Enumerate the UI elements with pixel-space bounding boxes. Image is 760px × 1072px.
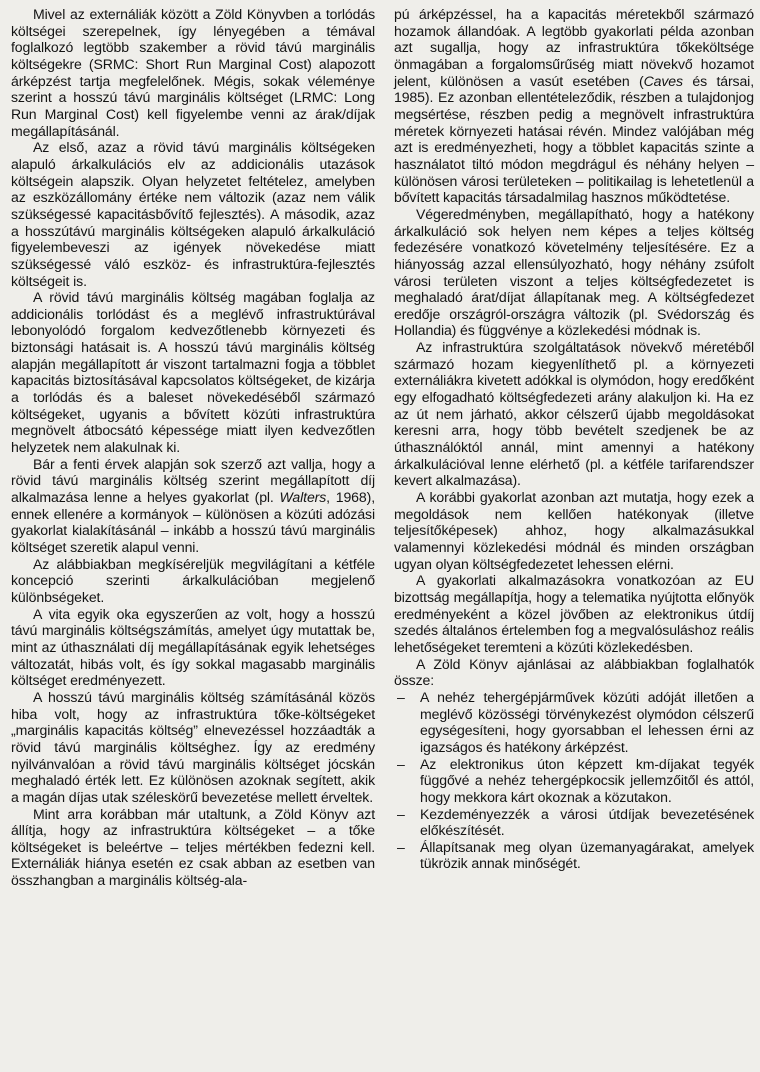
paragraph (11, 606, 375, 689)
paragraph (11, 6, 375, 139)
recommendation-text: A nehéz tehergépjárművek közúti adóját illetően a meglévő közösségi törvénykezést olymódon célszerű egységesíteni, hogy gyorsabban el lehessen érni az igazságos és hatékony árképzést. (420, 688, 754, 755)
text-run: A vita egyik oka egyszerűen az volt, hogy a hosszú távú marginális költségszámítás, amelyet úgy mutattak be, mint az úthasználati díj megállapításának egyik lehetséges változatát, hibás volt, és így sokkal magasabb marginális költséget eredményezett. (11, 605, 375, 689)
citation-author: Walters (279, 489, 327, 506)
text-run: pú árképzéssel, ha a kapacitás méretekből származó hozamok állandóak. A legtöbb gyakorlati példa azonban azt sugallja, hogy az infrastruktúra tőkeköltsége önmagában a forgalomsűrűség miatt növekvő hozamot jelent, különösen a vasút esetében ( (394, 6, 754, 89)
recommendation-text: Kezdeményezzék a városi útdíjak bevezetésének előkészítését. (420, 805, 754, 839)
paragraph (11, 556, 375, 606)
paragraph (394, 656, 754, 689)
dash-bullet: – (397, 838, 405, 855)
citation-author: Caves (643, 72, 683, 89)
recommendation-item (394, 839, 754, 872)
text-run: A gyakorlati alkalmazásokra vonatkozóan az EU bizottság megállapítja, hogy a telematika nyújtotta előnyök eredményeként a közel jövőben az elektronikus útdíj szedés általános értelemben fog a megvalósuláshoz reális lehetőségeket teremteni a közúti közlekedésben. (394, 572, 754, 655)
text-run: A hosszú távú marginális költség számításánál közös hiba volt, hogy az infrastruktúra tőke-költségeket „marginális kapacitás költség” elnevezéssel hozzáadták a rövid távú marginális költséghez. Így az eredmény nyilvánvalóan a rövid távú marginális költséget jócskán meghaladó érték lett. Ez különösen azoknak segített, akik a magán díjas utak széleskörű bevezetése mellett érveltek. (11, 688, 375, 805)
text-run: A korábbi gyakorlat azonban azt mutatja, hogy ezek a megoldások nem kellően hatékonyak (illetve teljesítőképesek) ahhoz, hogy alkalmazásukkal valamennyi közlekedési módnál és minden országban ugyan olyan költségfedezetet lehessen elérni. (394, 489, 754, 572)
paragraph (394, 339, 754, 489)
recommendation-item (394, 756, 754, 806)
paragraph (394, 489, 754, 572)
paragraph (11, 689, 375, 806)
dash-bullet: – (397, 755, 405, 772)
paragraph (394, 6, 754, 206)
recommendations-list (394, 689, 754, 872)
text-run: Az első, azaz a rövid távú marginális költségeken alapuló árkalkulációs elv az addicionális utazások költségein alapszik. Olyan helyzetet feltételez, amelyben az eszközállomány értéke nem változik (azaz nem válik szükségessé kapacitásbővítő fejlesztés). A második, azaz a hosszútávú marginális költségeken alapuló árkalkuláció figyelembeveszi az igények növekedése miatt szükségessé váló eszköz- és infrastruktúra-fejlesztés költségeit is. (11, 139, 375, 289)
text-run: Végeredményben, megállapítható, hogy a hatékony árkalkuláció sok helyen nem képes a teljes költség fedezésére vonatkozó követelmény teljesítésére. Ez a hiányosság azzal ellensúlyozható, hogy néhány zsúfolt városi területen viszont a teljes költségfedezetet is meghaladó árat/díjat állapítanak meg. A költségfedezet eredője országról-országra változik (pl. Svédország és Hollandia) és függvénye a közlekedési módnak is. (394, 205, 754, 339)
text-run: Mint arra korábban már utaltunk, a Zöld Könyv azt állítja, hogy az infrastruktúra költségeket – a tőke költségeket is beleértve – teljes mértékben fedezni kell. Externáliák hiánya esetén ez csak abban az esetben van összhangban a marginális költség-ala- (11, 805, 375, 889)
paragraph (394, 572, 754, 655)
dash-bullet: – (397, 688, 405, 705)
recommendation-text: Állapítsanak meg olyan üzemanyagárakat, amelyek tükrözik annak minőségét. (420, 838, 754, 872)
text-run: , 1968), ennek ellenére a kormányok – különösen a közúti adózási gyakorlat kialakításánál – inkább a hosszú távú marginális költséget szeretik alapul venni. (11, 489, 375, 555)
recommendation-item (394, 806, 754, 839)
text-run: Bár a fenti érvek alapján sok szerző azt vallja, hogy a rövid távú marginális költség szerint megállapított díj alkalmazása lenne a helyes gyakorlat (pl. (11, 455, 375, 506)
right-text-column (394, 6, 754, 872)
text-run: A rövid távú marginális költség magában foglalja az addicionális torlódást és a meglévő infrastruktúrával lebonyolódó forgalom kedvezőtlenebb környezeti és biztonsági hatásait is. A hosszú távú marginális költség alapján megállapított ár viszont tartalmazni fogja a többlet kapacitás biztosításával kapcsolatos költségeket, de kizárja a torlódás és a baleset növekedéséből származó költségeket, ugyanis a bővített közúti infrastruktúra megnövelt átbocsátó képessége miatt ilyen kedvezőtlen helyzetek nem alakulnak ki. (11, 289, 375, 456)
paragraph (11, 289, 375, 456)
paragraph (11, 806, 375, 889)
text-run: Az alábbiakban megkíséreljük megvilágítani a kétféle koncepció szerinti árkalkulációban megjelenő különbségeket. (11, 555, 375, 605)
paragraph (11, 139, 375, 289)
text-run: Mivel az externáliák között a Zöld Könyvben a torlódás költségei szerepelnek, így lényegében a témával foglalkozó legtöbb szakember a rövid távú marginális költségekre (SRMC: Short Run Marginal Cost) alapozott árképzést tartja megfelelőnek. Mégis, sokak véleménye szerint a hosszú távú marginális költséget (LRMC: Long Run Marginal Cost) kell figyelembe venni az árak/díjak megállapításánál. (11, 6, 375, 139)
text-run: A Zöld Könyv ajánlásai az alábbiakban foglalhatók össze: (394, 655, 754, 689)
text-run: Az infrastruktúra szolgáltatások növekvő méretéből származó hozam kiegyenlíthető pl. a környezeti externáliákra kivetett adókkal is olymódon, hogy eredőként egy elfogadható költségfedezeti arány alakuljon ki. Ha ez az út nem járható, akkor célszerű újabb megoldásokat keresni arra, hogy több bevételt szedjenek be az úthasználóktól annál, mint amennyi a hatékony árkalkulációval lenne elérhető (pl. a kétféle tarifarendszer kevert alkalmazása). (394, 339, 754, 489)
paragraph (11, 456, 375, 556)
right-paragraphs (394, 6, 754, 689)
text-run: és társai, 1985). Ez azonban ellentételeződik, részben a tulajdonjog megsértése, részben pedig a megnövelt infrastruktúra méretek környezeti hatásai révén. Mindez valójában még azt is eredményezheti, hogy a többlet kapacitás szinte a használatot tiltó módon megdrágul és néhány helyen – különösen városi területeken – politikailag is lehetetlenül a bővített kapacitás társadalmilag hasznos működtetése. (394, 72, 754, 206)
left-text-column (11, 6, 375, 889)
dash-bullet: – (397, 805, 405, 822)
recommendation-item (394, 689, 754, 756)
recommendation-text: Az elektronikus úton képzett km-díjakat tegyék függővé a nehéz tehergépkocsik jellemzőitől és attól, hogy mekkora kárt okoznak a közutakon. (420, 755, 754, 805)
paragraph (394, 206, 754, 339)
